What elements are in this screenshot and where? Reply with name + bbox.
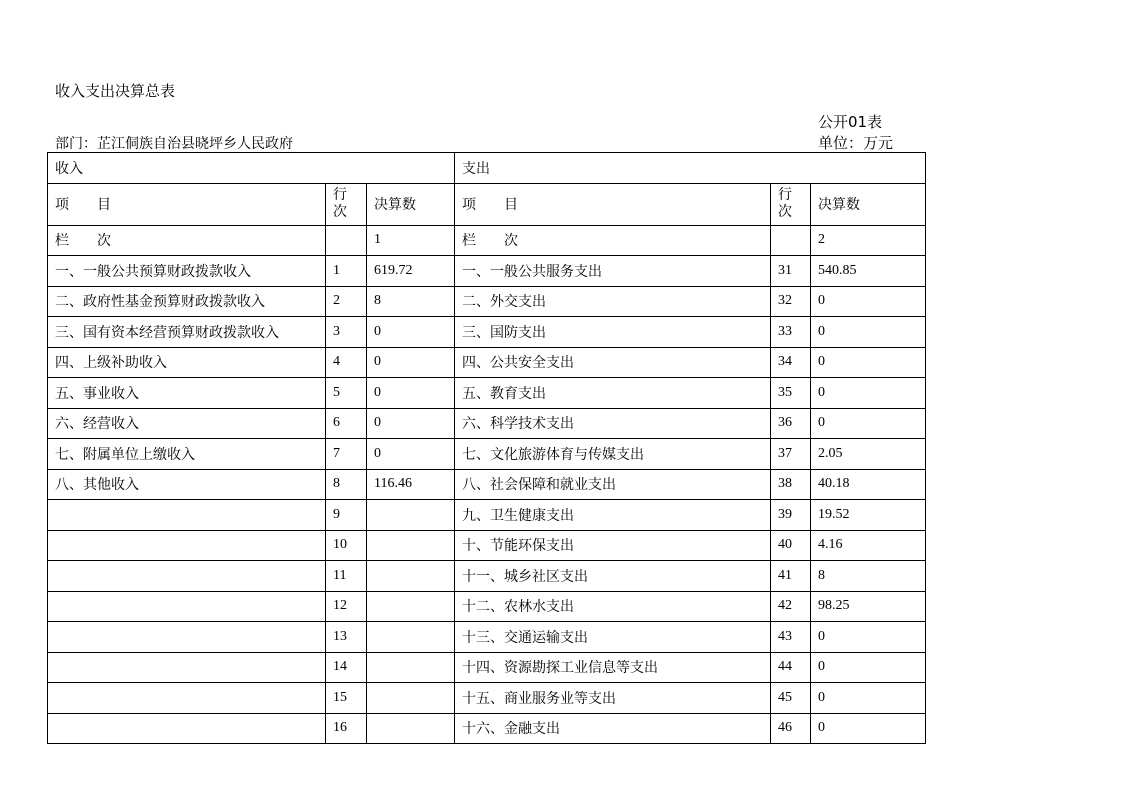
table-row [48,652,926,683]
income-value: 0 [367,408,455,439]
table-row [48,530,926,561]
department-label: 部门：芷江侗族自治县晓坪乡人民政府 [55,136,293,152]
table-row [48,713,926,744]
expense-line: 44 [771,652,811,683]
table-row [48,622,926,653]
table-row [48,347,926,378]
expense-line: 41 [771,561,811,592]
expense-line: 35 [771,378,811,409]
form-code: 公开01表 [818,113,883,131]
column-header-row [48,183,926,225]
line-header-top: 行 [333,187,347,203]
income-line: 9 [326,500,367,531]
expense-item: 二、外交支出 [455,286,771,317]
expense-line: 34 [771,347,811,378]
expense-item: 十二、农林水支出 [455,591,771,622]
income-line: 16 [326,713,367,744]
table-row [48,378,926,409]
table-row [48,469,926,500]
expense-item: 十五、商业服务业等支出 [455,683,771,714]
table-row [48,500,926,531]
table-row [48,317,926,348]
income-value: 0 [367,317,455,348]
table-row [48,561,926,592]
expense-item: 一、一般公共服务支出 [455,256,771,287]
expense-line: 46 [771,713,811,744]
table-row [48,439,926,470]
income-item: 三、国有资本经营预算财政拨款收入 [48,317,326,348]
expense-value: 0 [811,347,926,378]
income-item [48,561,326,592]
income-line: 10 [326,530,367,561]
income-value [367,530,455,561]
expense-value: 40.18 [811,469,926,500]
income-value [367,652,455,683]
table-row [48,286,926,317]
expense-value: 0 [811,683,926,714]
income-value: 0 [367,347,455,378]
table-row [48,256,926,287]
income-item: 七、附属单位上缴收入 [48,439,326,470]
expense-item: 六、科学技术支出 [455,408,771,439]
expense-line: 38 [771,469,811,500]
expense-line: 33 [771,317,811,348]
income-line: 14 [326,652,367,683]
expense-item: 十一、城乡社区支出 [455,561,771,592]
expense-item: 三、国防支出 [455,317,771,348]
income-value: 116.46 [367,469,455,500]
income-line: 2 [326,286,367,317]
income-value: 0 [367,439,455,470]
income-value [367,561,455,592]
expense-item: 十三、交通运输支出 [455,622,771,653]
expense-line: 32 [771,286,811,317]
income-item: 四、上级补助收入 [48,347,326,378]
unit-label: 单位：万元 [818,134,894,152]
expense-item: 五、教育支出 [455,378,771,409]
income-item: 八、其他收入 [48,469,326,500]
expense-line-header [771,183,811,225]
income-line: 3 [326,317,367,348]
expense-line: 45 [771,683,811,714]
expense-column-number: 2 [811,225,926,256]
income-line: 1 [326,256,367,287]
expense-value: 98.25 [811,591,926,622]
expense-line: 39 [771,500,811,531]
expense-value: 540.85 [811,256,926,287]
income-item-header: 项 目 [48,183,326,225]
income-item [48,500,326,531]
column-number-row [48,225,926,256]
line-header-bottom: 次 [333,204,347,220]
expense-item: 十六、金融支出 [455,713,771,744]
income-item: 五、事业收入 [48,378,326,409]
income-item [48,683,326,714]
income-line: 5 [326,378,367,409]
expense-line: 31 [771,256,811,287]
table-row [48,683,926,714]
expense-line-blank [771,225,811,256]
expense-item-header: 项 目 [455,183,771,225]
income-item: 一、一般公共预算财政拨款收入 [48,256,326,287]
income-item [48,713,326,744]
income-line: 13 [326,622,367,653]
expense-value: 0 [811,622,926,653]
income-value [367,591,455,622]
expense-value: 0 [811,286,926,317]
expense-line: 42 [771,591,811,622]
expense-line: 43 [771,622,811,653]
income-line-header [326,183,367,225]
expense-item: 四、公共安全支出 [455,347,771,378]
expense-amount-header: 决算数 [811,183,926,225]
income-item: 六、经营收入 [48,408,326,439]
income-value [367,713,455,744]
income-column-number: 1 [367,225,455,256]
expense-value: 2.05 [811,439,926,470]
income-item: 二、政府性基金预算财政拨款收入 [48,286,326,317]
income-line: 7 [326,439,367,470]
expense-item: 七、文化旅游体育与传媒支出 [455,439,771,470]
income-header: 收入 [48,153,455,184]
column-row-label: 栏 次 [455,225,771,256]
section-header-row [48,153,926,184]
income-line: 8 [326,469,367,500]
income-line: 6 [326,408,367,439]
expense-value: 0 [811,408,926,439]
income-line: 15 [326,683,367,714]
expense-item: 十、节能环保支出 [455,530,771,561]
expense-value: 4.16 [811,530,926,561]
expense-item: 八、社会保障和就业支出 [455,469,771,500]
table-row [48,591,926,622]
page-title: 收入支出决算总表 [55,82,176,100]
expense-value: 0 [811,317,926,348]
income-line: 11 [326,561,367,592]
income-line: 12 [326,591,367,622]
budget-summary-table [47,152,926,744]
expense-line: 40 [771,530,811,561]
expense-value: 0 [811,652,926,683]
income-value [367,683,455,714]
income-item [48,622,326,653]
expense-value: 0 [811,713,926,744]
income-value [367,622,455,653]
expense-line: 37 [771,439,811,470]
income-value [367,500,455,531]
line-header-bottom: 次 [778,204,792,220]
expense-item: 十四、资源勘探工业信息等支出 [455,652,771,683]
income-line: 4 [326,347,367,378]
income-amount-header: 决算数 [367,183,455,225]
expense-value: 0 [811,378,926,409]
expense-value: 8 [811,561,926,592]
expense-item: 九、卫生健康支出 [455,500,771,531]
expense-line: 36 [771,408,811,439]
column-row-label: 栏 次 [48,225,326,256]
income-item [48,530,326,561]
expense-header: 支出 [455,153,926,184]
table-row [48,408,926,439]
income-item [48,591,326,622]
line-header-top: 行 [778,187,792,203]
income-value: 8 [367,286,455,317]
income-value: 619.72 [367,256,455,287]
income-line-blank [326,225,367,256]
income-value: 0 [367,378,455,409]
expense-value: 19.52 [811,500,926,531]
income-item [48,652,326,683]
